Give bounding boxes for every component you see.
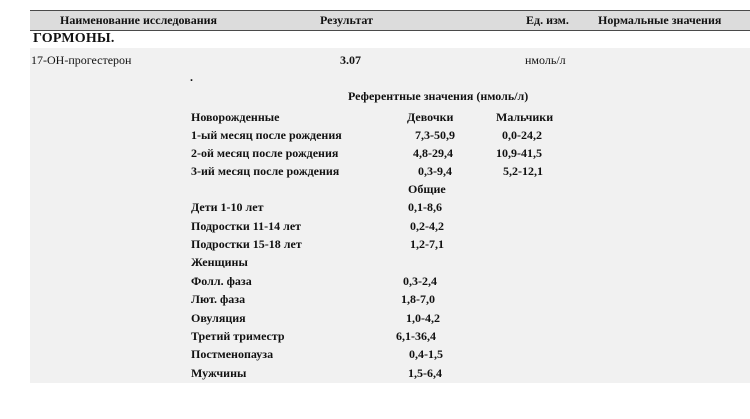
header-test-name: Наименование исследования	[60, 13, 218, 27]
reference-label: Постменопауза	[191, 347, 274, 361]
result-value: 3.07	[340, 53, 361, 67]
reference-col1: 7,3-50,9	[415, 128, 455, 142]
reference-label: Подростки 15-18 лет	[191, 237, 302, 251]
reference-col1: 1,8-7,0	[401, 292, 435, 306]
reference-label: Новорожденные	[191, 110, 280, 124]
reference-label: 3-ий месяц после рождения	[191, 164, 340, 178]
table-header-row	[30, 10, 750, 31]
section-title: ГОРМОНЫ.	[33, 31, 115, 46]
reference-col1: 0,1-8,6	[408, 200, 442, 214]
reference-col1: 0,4-1,5	[409, 347, 443, 361]
reference-col2: 0,0-24,2	[502, 128, 542, 142]
reference-col1: 1,5-6,4	[408, 366, 442, 380]
reference-col1: 0,3-2,4	[403, 274, 437, 288]
reference-col2: Мальчики	[496, 110, 554, 124]
header-normal-values: Нормальные значения	[598, 13, 722, 27]
reference-label: Овуляция	[191, 311, 246, 325]
header-unit: Ед. изм.	[526, 13, 569, 27]
reference-col1: 0,3-9,4	[418, 164, 452, 178]
reference-col1: Девочки	[407, 110, 454, 124]
reference-label: 2-ой месяц после рождения	[191, 146, 339, 160]
header-result: Результат	[320, 13, 374, 27]
reference-col1: 1,2-7,1	[410, 237, 444, 251]
reference-label: Третий триместр	[191, 329, 285, 343]
reference-col2: 10,9-41,5	[496, 146, 542, 160]
marker-dot: .	[190, 70, 193, 84]
reference-label: 1-ый месяц после рождения	[191, 128, 342, 142]
result-test-name: 17-ОН-прогестерон	[31, 53, 132, 67]
reference-col1: 0,2-4,2	[410, 219, 444, 233]
reference-label: Подростки 11-14 лет	[191, 219, 302, 233]
result-unit: нмоль/л	[525, 53, 566, 67]
reference-col2: 5,2-12,1	[503, 164, 543, 178]
reference-col1: 1,0-4,2	[406, 311, 440, 325]
reference-col1: 4,8-29,4	[413, 146, 453, 160]
reference-col1: 6,1-36,4	[396, 329, 436, 343]
reference-label: Женщины	[191, 255, 248, 269]
reference-label: Дети 1-10 лет	[191, 200, 264, 214]
reference-title: Референтные значения (нмоль/л)	[348, 89, 529, 103]
reference-col1: Общие	[408, 182, 446, 196]
reference-label: Мужчины	[191, 366, 247, 380]
reference-label: Фолл. фаза	[191, 274, 252, 288]
reference-label: Лют. фаза	[191, 292, 246, 306]
